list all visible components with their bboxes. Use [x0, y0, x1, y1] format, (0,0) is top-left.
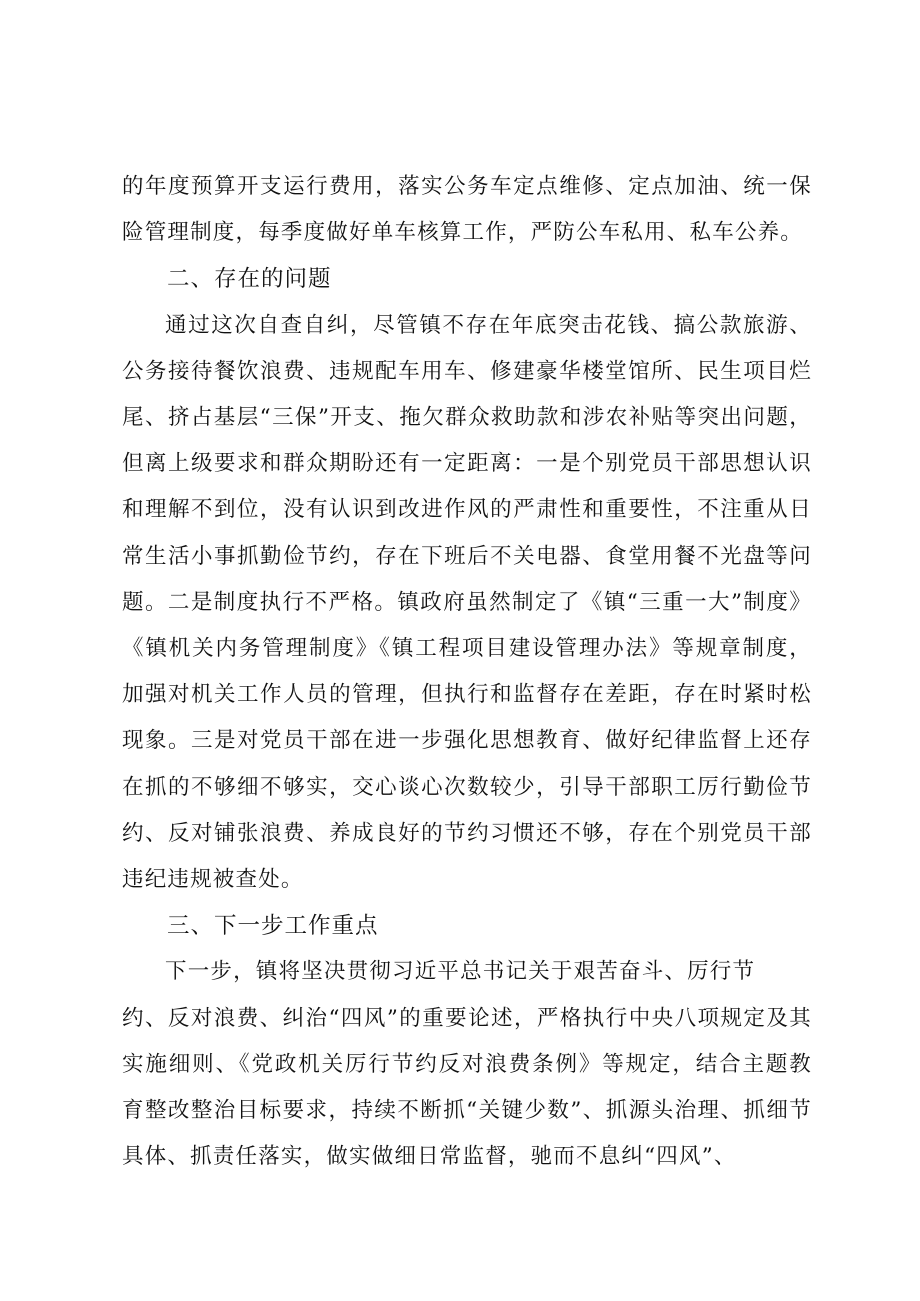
paragraph-next-steps-rest: 约、反对浪费、纠治“四风”的重要论述，严格执行中央八项规定及其实施细则、《党政机关厉行节约反对浪费条例》等规定，结合主题教育整改整治目标要求，持续不断抓“关键少数”、抓源头治理、抓细节具体、抓责任落实，做实做细日常监督，驰而不息纠“四风”、 — [122, 1005, 812, 1170]
paragraph-problems: 通过这次自查自纠，尽管镇不存在年底突击花钱、搞公款旅游、公务接待餐饮浪费、违规配车用车、修建豪华楼堂馆所、民生项目烂尾、挤占基层“三保”开支、拖欠群众救助款和涉农补贴等突出问题，但离上级要求和群众期盼还有一定距离：一是个别党员干部思想认识和理解不到位，没有认识到改进作风的严肃性和重要性，不注重从日常生活小事抓勤俭节约，存在下班后不关电器、食堂用餐不光盘等问题。二是制度执行不严格。镇政府虽然制定了《镇“三重一大”制度》《镇机关内务管理制度》《镇工程项目建设管理办法》等规章制度，加强对机关工作人员的管理，但执行和监督存在差距，存在时紧时松现象。三是对党员干部在进一步强化思想教育、做好纪律监督上还存在抓的不够细不够实，交心谈心次数较少，引导干部职工厉行勤俭节约、反对铺张浪费、养成良好的节约习惯还不够，存在个别党员干部违纪违规被查处。 — [122, 312, 812, 893]
section-heading-next-steps: 三、下一步工作重点 — [167, 913, 379, 940]
paragraph-carryover: 的年度预算开支运行费用，落实公务车定点维修、定点加油、统一保险管理制度，每季度做好单车核算工作，严防公车私用、私车公养。 — [122, 174, 812, 246]
document-body — [122, 164, 812, 1180]
section-heading-problems: 二、存在的问题 — [167, 266, 332, 293]
paragraph-next-steps-line1: 下一步，镇将坚决贯彻习近平总书记关于艰苦奋斗、厉行节 — [165, 959, 756, 985]
